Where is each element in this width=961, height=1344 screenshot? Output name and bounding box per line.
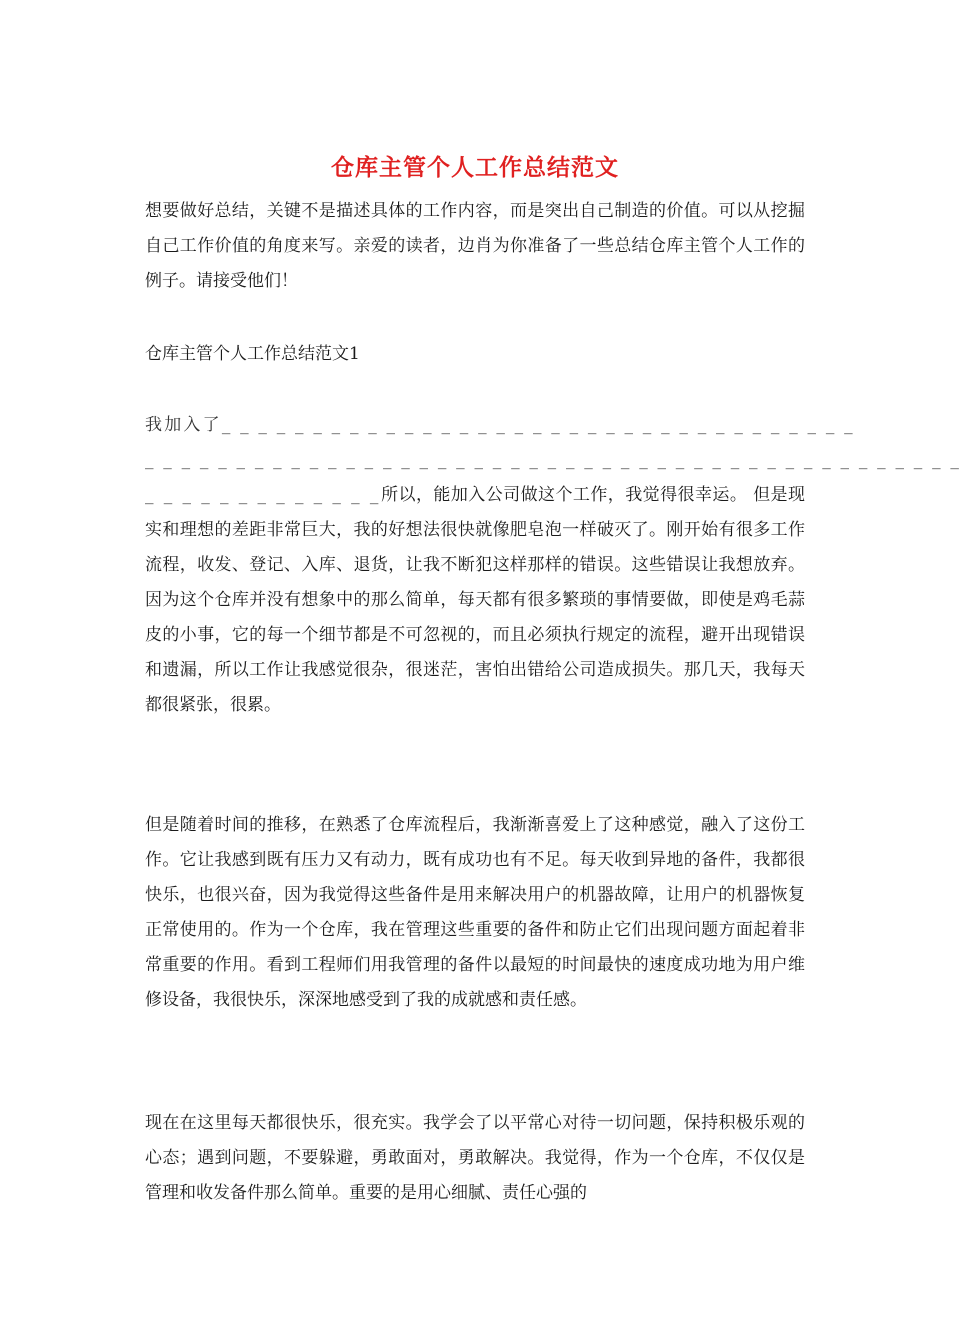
fill-in-line-1: [145, 408, 855, 443]
fill-in-blank-3: _ _ _ _ _ _ _ _ _ _ _ _ _: [145, 485, 381, 505]
document-title: 仓库主管个人工作总结范文: [331, 154, 619, 181]
section-heading: 仓库主管个人工作总结范文1: [145, 344, 360, 364]
paragraph-1-lead: 我加入了: [145, 415, 222, 435]
fill-in-blank-1: _ _ _ _ _ _ _ _ _ _ _ _ _ _ _ _ _ _ _ _ _ _ _ _ _ _ _ _ _ _ _ _ _ _ _: [221, 415, 855, 435]
paragraph-1-text: 所以，能加入公司做这个工作，我觉得很幸运。 但是现实和理想的差距非常巨大，我的好想法很快就像肥皂泡一样破灭了。刚开始有很多工作流程，收发、登记、入库、退货，让我不断犯这样那样的错误。这些错误让我想放弃。因为这个仓库并没有想象中的那么简单，每天都有很多繁琐的事情要做，即使是鸡毛蒜皮的小事，它的每一个细节都是不可忽视的，而且必须执行规定的流程，避开出现错误和遗漏，所以工作让我感觉很杂，很迷茫，害怕出错给公司造成损失。那几天，我每天都很紧张，很累。: [145, 485, 805, 715]
paragraph-1: [145, 408, 961, 723]
paragraph-2: 但是随着时间的推移，在熟悉了仓库流程后，我渐渐喜爱上了这种感觉，融入了这份工作。它让我感到既有压力又有动力，既有成功也有不足。每天收到异地的备件，我都很快乐，也很兴奋，因为我觉得这些备件是用来解决用户的机器故障，让用户的机器恢复正常使用的。作为一个仓库，我在管理这些重要的备件和防止它们出现问题方面起着非常重要的作用。看到工程师们用我管理的备件以最短的时间最快的速度成功地为用户维修设备，我很快乐，深深地感受到了我的成就感和责任感。: [145, 815, 805, 1010]
paragraph-3: 现在在这里每天都很快乐，很充实。我学会了以平常心对待一切问题，保持积极乐观的心态；遇到问题，不要躲避，勇敢面对，勇敢解决。我觉得，作为一个仓库，不仅仅是管理和收发备件那么简单。重要的是用心细腻、责任心强的: [145, 1113, 805, 1203]
fill-in-line-2: _ _ _ _ _ _ _ _ _ _ _ _ _ _ _ _ _ _ _ _ _ _ _ _ _ _ _ _ _ _ _ _ _ _ _ _ _ _ _ _ _ _ _ _ _: [145, 450, 961, 470]
intro-paragraph: 想要做好总结，关键不是描述具体的工作内容，而是突出自己制造的价值。可以从挖掘自己工作价值的角度来写。亲爱的读者，边肖为你准备了一些总结仓库主管个人工作的例子。请接受他们！: [145, 201, 805, 291]
